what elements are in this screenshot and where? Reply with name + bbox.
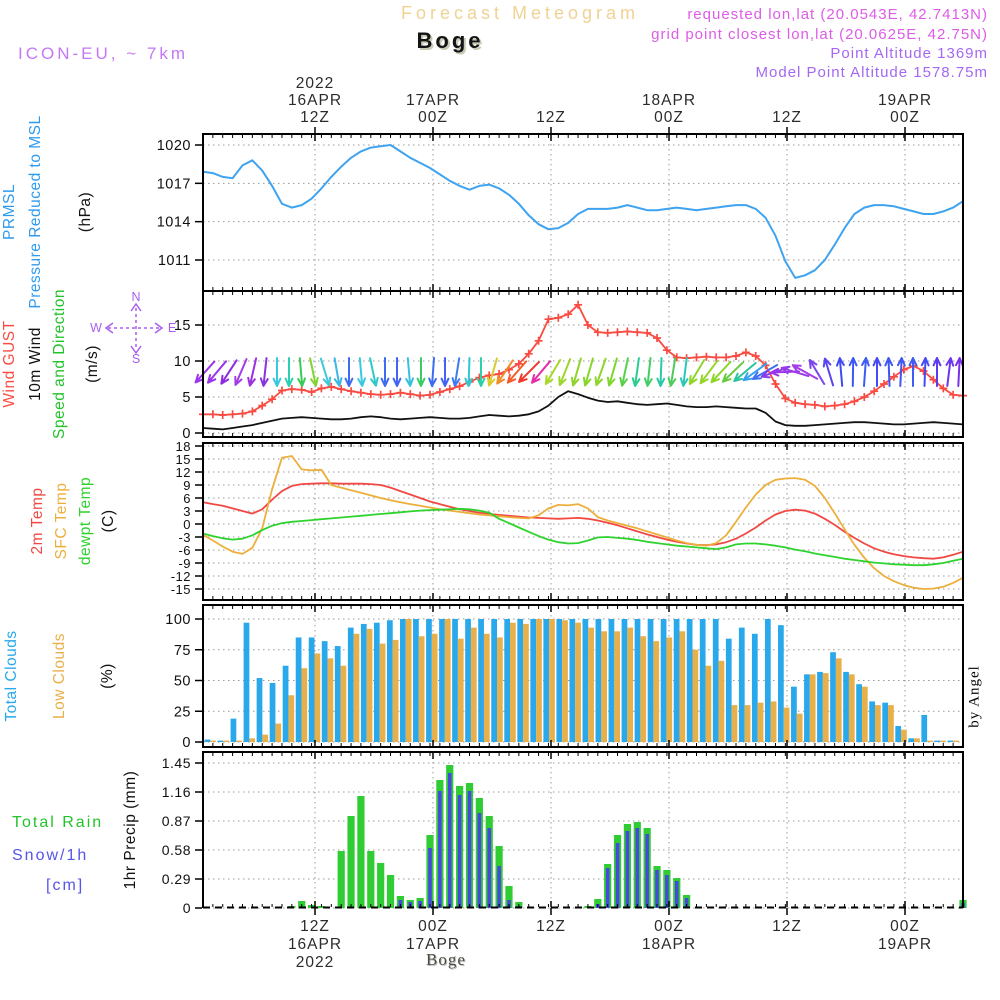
svg-text:1.45: 1.45 xyxy=(161,755,191,771)
panel-temperature xyxy=(29,439,963,600)
panel-wind xyxy=(1,289,967,442)
svg-text:18APR: 18APR xyxy=(641,92,697,109)
svg-text:12Z: 12Z xyxy=(300,109,330,126)
svg-text:16APR: 16APR xyxy=(287,92,343,109)
series-t2m xyxy=(203,483,963,558)
svg-text:75: 75 xyxy=(173,642,191,659)
svg-text:10: 10 xyxy=(173,354,191,370)
svg-text:50: 50 xyxy=(173,673,191,690)
svg-text:Snow/1h: Snow/1h xyxy=(12,847,89,864)
svg-text:12Z: 12Z xyxy=(772,918,802,935)
svg-text:2022: 2022 xyxy=(295,75,335,92)
svg-text:100: 100 xyxy=(165,612,191,628)
svg-text:-9: -9 xyxy=(178,556,191,571)
svg-text:Total Rain: Total Rain xyxy=(12,814,104,831)
svg-text:12Z: 12Z xyxy=(300,918,330,935)
svg-text:1017: 1017 xyxy=(156,176,191,193)
station-title: Boge xyxy=(416,28,484,53)
grid-precip xyxy=(203,752,963,908)
svg-text:19APR: 19APR xyxy=(877,936,933,953)
svg-text:Speed and Direction: Speed and Direction xyxy=(51,289,68,439)
svg-text:00Z: 00Z xyxy=(418,109,448,126)
svg-text:1.16: 1.16 xyxy=(161,784,191,800)
y-axis-labels-pressure xyxy=(157,138,202,269)
svg-text:18APR: 18APR xyxy=(641,936,697,953)
svg-text:18: 18 xyxy=(175,439,191,454)
svg-text:3: 3 xyxy=(183,504,191,519)
svg-text:25: 25 xyxy=(173,704,191,721)
svg-text:0.58: 0.58 xyxy=(161,842,191,858)
svg-text:-6: -6 xyxy=(178,543,191,558)
svg-text:0.87: 0.87 xyxy=(161,813,191,829)
svg-text:Pressure Reduced to MSL: Pressure Reduced to MSL xyxy=(27,115,44,309)
svg-text:00Z: 00Z xyxy=(654,109,684,126)
svg-text:(%): (%) xyxy=(99,663,116,689)
svg-text:12Z: 12Z xyxy=(536,918,566,935)
cloud-bars xyxy=(205,619,959,742)
svg-text:PRMSL: PRMSL xyxy=(1,184,18,240)
svg-text:N: N xyxy=(131,290,141,304)
series-sfc xyxy=(203,456,963,589)
left-labels-temperature xyxy=(29,477,117,565)
svg-text:17APR: 17APR xyxy=(405,92,461,109)
y-axis-labels-clouds xyxy=(165,612,202,751)
svg-text:1014: 1014 xyxy=(156,214,191,231)
svg-text:12Z: 12Z xyxy=(536,109,566,126)
svg-text:12: 12 xyxy=(175,465,191,480)
svg-text:Wind GUST: Wind GUST xyxy=(1,320,18,408)
svg-text:SFC Temp: SFC Temp xyxy=(53,482,70,560)
svg-text:W: W xyxy=(90,321,102,335)
svg-text:S: S xyxy=(131,352,141,366)
y-axis-labels-temperature xyxy=(171,439,202,597)
svg-text:2m Temp: 2m Temp xyxy=(29,487,46,555)
y-axis-labels-precip xyxy=(162,755,202,916)
precip-bars xyxy=(288,765,966,908)
svg-text:9: 9 xyxy=(183,478,191,493)
grid-temperature xyxy=(203,443,963,600)
svg-text:0: 0 xyxy=(183,517,191,532)
svg-text:(m/s): (m/s) xyxy=(84,345,101,383)
svg-text:0: 0 xyxy=(182,426,191,442)
svg-text:15: 15 xyxy=(175,452,191,467)
svg-text:16APR: 16APR xyxy=(287,936,343,953)
svg-text:0: 0 xyxy=(182,735,191,751)
svg-text:1hr Precip (mm): 1hr Precip (mm) xyxy=(122,770,139,890)
ticks-precip xyxy=(203,753,963,907)
svg-text:-12: -12 xyxy=(170,569,191,584)
svg-text:10m Wind: 10m Wind xyxy=(27,327,44,401)
svg-text:1011: 1011 xyxy=(157,253,191,269)
panel-precip xyxy=(12,752,967,916)
svg-text:-3: -3 xyxy=(178,530,191,545)
svg-text:[cm]: [cm] xyxy=(46,877,85,894)
svg-text:Low Clouds: Low Clouds xyxy=(51,633,68,719)
svg-text:12Z: 12Z xyxy=(772,109,802,126)
left-labels-precip xyxy=(12,771,139,894)
svg-text:Total Clouds: Total Clouds xyxy=(3,630,20,722)
svg-text:00Z: 00Z xyxy=(890,918,920,935)
point-altitude: Point Altitude 1369m xyxy=(830,45,988,62)
panel-pressure xyxy=(1,115,963,308)
svg-text:0.29: 0.29 xyxy=(161,871,191,887)
svg-text:(hPa): (hPa) xyxy=(77,191,94,233)
svg-text:5: 5 xyxy=(182,390,191,406)
series-prmsl xyxy=(203,145,963,278)
svg-text:dewpt Temp: dewpt Temp xyxy=(77,476,94,566)
model-label: ICON-EU, ~ 7km xyxy=(18,44,188,63)
left-labels-pressure xyxy=(1,115,94,308)
requested-coords: requested lon,lat (20.0543E, 42.7413N) xyxy=(687,6,988,23)
svg-text:00Z: 00Z xyxy=(890,109,920,126)
left-labels-clouds xyxy=(3,630,116,721)
left-labels-wind xyxy=(1,289,101,439)
grid-point-coords: grid point closest lon,lat (20.0625E, 42.75N) xyxy=(651,26,988,43)
svg-text:0: 0 xyxy=(182,900,191,916)
svg-text:2022: 2022 xyxy=(295,954,335,971)
svg-text:19APR: 19APR xyxy=(877,92,933,109)
model-point-altitude: Model Point Altitude 1578.75m xyxy=(755,64,988,81)
wind-compass xyxy=(90,290,176,366)
svg-text:-15: -15 xyxy=(170,582,191,597)
footer-station-name: Boge xyxy=(426,950,466,969)
page-title: Forecast Meteogram xyxy=(400,3,640,23)
svg-text:E: E xyxy=(167,321,177,335)
svg-text:(C): (C) xyxy=(100,509,117,533)
svg-text:6: 6 xyxy=(183,491,191,506)
credit-byline: by Angel xyxy=(966,665,983,728)
svg-text:1020: 1020 xyxy=(156,138,191,154)
svg-text:00Z: 00Z xyxy=(654,918,684,935)
panel-clouds xyxy=(3,605,963,751)
wind-direction-arrows xyxy=(196,358,963,386)
svg-text:15: 15 xyxy=(173,318,191,334)
svg-text:00Z: 00Z xyxy=(418,918,448,935)
svg-text:17APR: 17APR xyxy=(405,936,461,953)
